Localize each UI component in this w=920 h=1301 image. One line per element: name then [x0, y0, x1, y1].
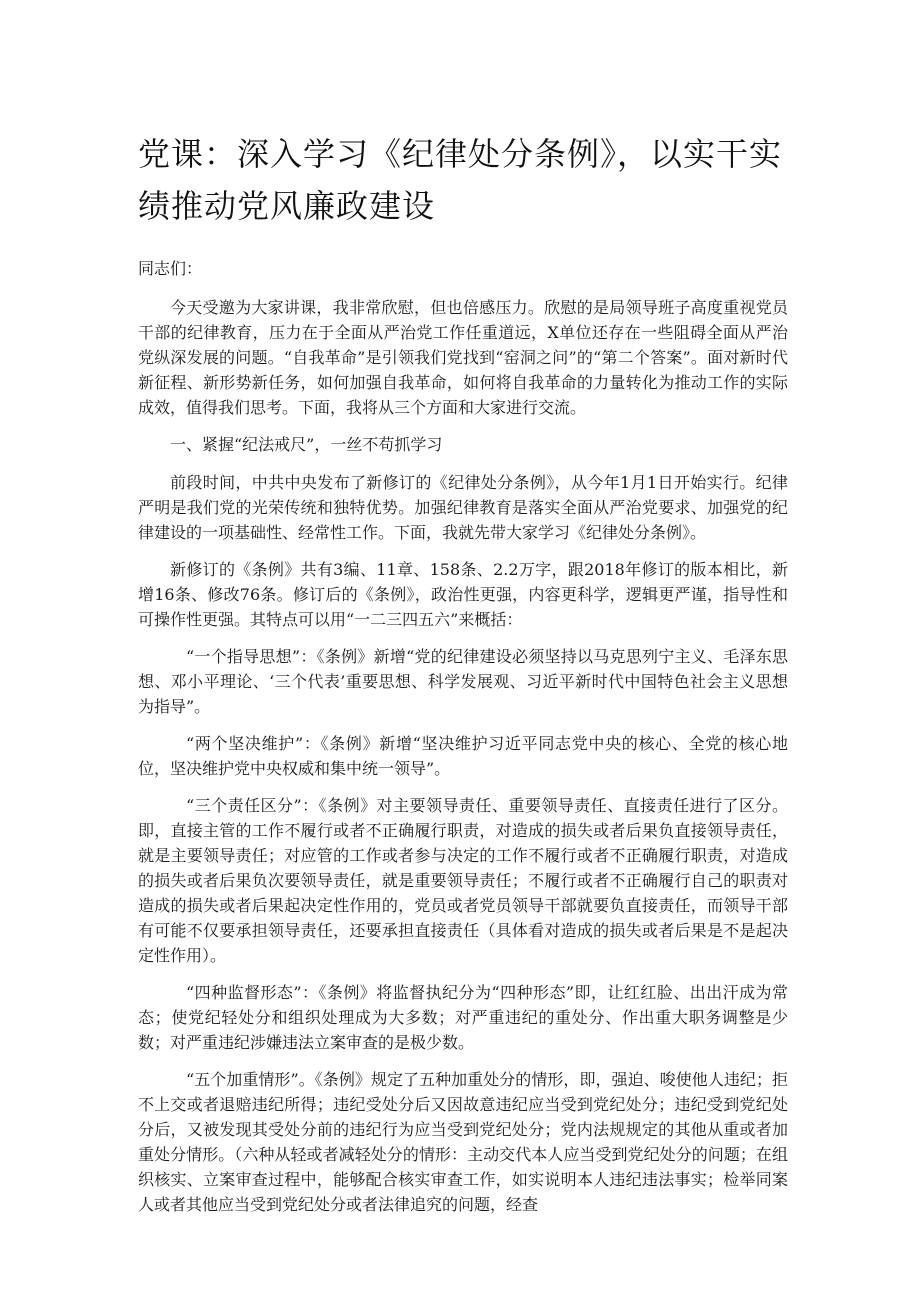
document-page	[138, 128, 788, 1229]
section-heading-1: 一、紧握“纪法戒尺”，一丝不苟抓学习	[170, 435, 443, 454]
paragraph-five-aggravating: “五个加重情形”。《条例》规定了五种加重处分的情形，即，强迫、唆使他人违纪；拒不上交或者退赔违纪所得；违纪受处分后又因故意违纪应当受到党纪处分；违纪受到党纪处分后，又被发现其受处分前的违纪行为应当受到党纪处分；党内法规规定的其他从重或者加重处分情形。（六种从轻或者减轻处分的情形：主动交代本人应当受到党纪处分的问题；在组织核实、立案审查过程中，能够配合核实审查工作，如实说明本人违纪违法事实；检举同案人或者其他应当受到党纪处分或者法律追究的问题，经查	[138, 1070, 788, 1214]
paragraph-intro: 今天受邀为大家讲课，我非常欣慰，但也倍感压力。欣慰的是局领导班子高度重视党员干部的纪律教育，压力在于全面从严治党工作任重道远，X单位还存在一些阻碍全面从严治党纵深发展的问题。“自我革命”是引领我们党找到“窑洞之问”的“第二个答案”。面对新时代新征程、新形势新任务，如何加强自我革命，如何将自我革命的力量转化为推动工作的实际成效，值得我们思考。下面，我将从三个方面和大家进行交流。	[138, 298, 788, 417]
paragraph-four-forms: “四种监督形态”：《条例》将监督执纪分为“四种形态”即，让红红脸、出出汗成为常态；使党纪轻处分和组织处理成为大多数；对严重违纪的重处分、作出重大职务调整是少数；对严重违纪涉嫌违法立案审查的是极少数。	[138, 983, 788, 1052]
paragraph-regulation-overview: 新修订的《条例》共有3编、11章、158条、2.2万字，跟2018年修订的版本相比，新增16条、修改76条。修订后的《条例》，政治性更强，内容更科学，逻辑更严谨，指导性和可操作性更强。其特点可以用“一二三四五六”来概括：	[138, 560, 788, 629]
paragraph-regulation-release: 前段时间，中共中央发布了新修订的《纪律处分条例》，从今年1月1日开始实行。纪律严明是我们党的光荣传统和独特优势。加强纪律教育是落实全面从严治党要求、加强党的纪律建设的一项基础性、经常性工作。下面，我就先带大家学习《纪律处分条例》。	[138, 473, 788, 542]
document-title: 党课：深入学习《纪律处分条例》，以实干实绩推动党风廉政建设	[138, 135, 783, 225]
paragraph-three-responsibilities: “三个责任区分”：《条例》对主要领导责任、重要领导责任、直接责任进行了区分。即，直接主管的工作不履行或者不正确履行职责，对造成的损失或者后果负直接领导责任，就是主要领导责任；对应管的工作或者参与决定的工作不履行或者不正确履行职责，对造成的损失或者后果负次要领导责任，就是重要领导责任；不履行或者不正确履行自己的职责对造成的损失或者后果起决定性作用的，党员或者党员领导干部就要负直接责任，而领导干部有可能不仅要承担领导责任，还要承担直接责任（具体看对造成的损失或者后果是不是起决定性作用）。	[138, 796, 788, 965]
salutation: 同志们：	[138, 259, 203, 278]
paragraph-one-guiding-thought: “一个指导思想”：《条例》新增“党的纪律建设必须坚持以马克思列宁主义、毛泽东思想、邓小平理论、‘三个代表’重要思想、科学发展观、习近平新时代中国特色社会主义思想为指导”。	[138, 647, 788, 716]
paragraph-two-resolute-upholds: “两个坚决维护”：《条例》新增“坚决维护习近平同志党中央的核心、全党的核心地位，坚决维护党中央权威和集中统一领导”。	[138, 734, 788, 778]
